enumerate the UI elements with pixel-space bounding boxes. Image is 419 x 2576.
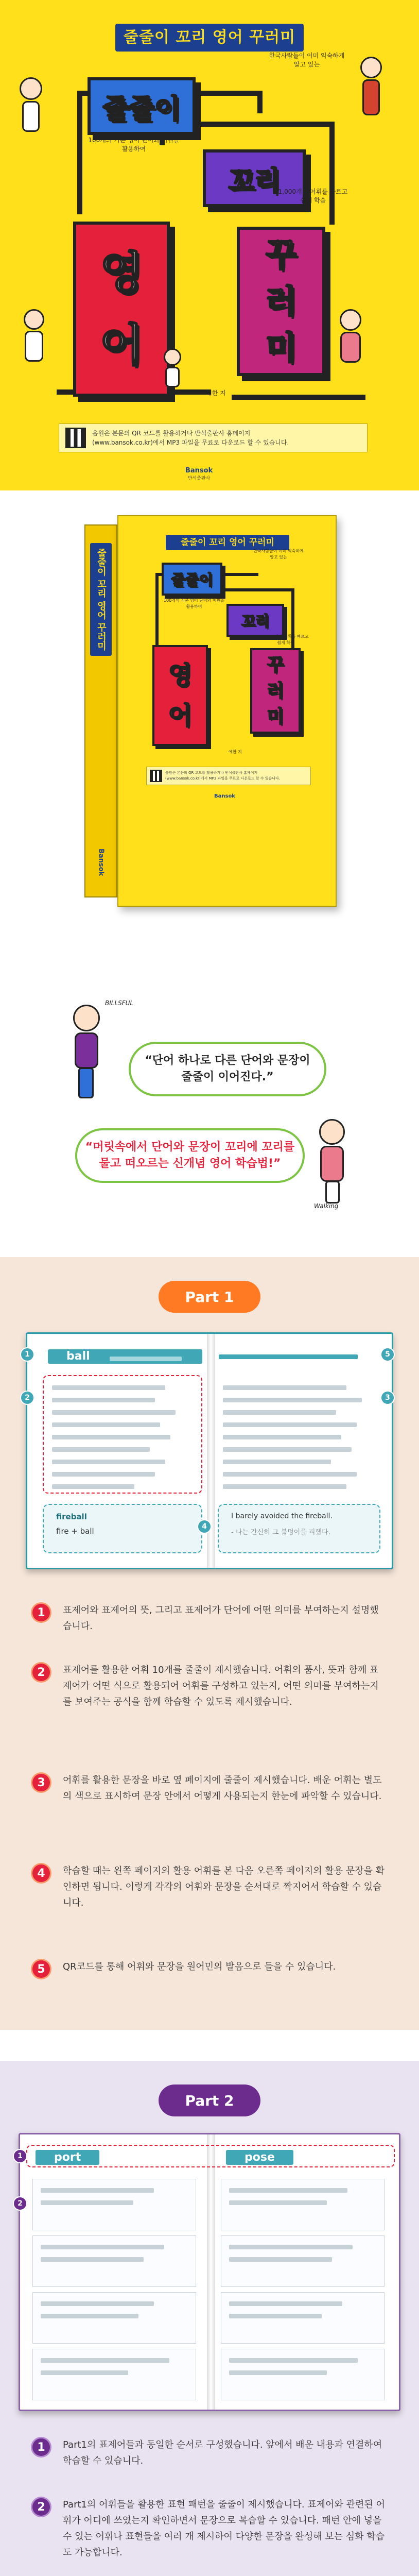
item-number-badge: 2 [31,1662,51,1683]
connector-line [77,91,82,214]
tile-kkori: 꼬리 [226,604,284,637]
tile-jul-jul-i: 줄줄이 [88,77,196,135]
cover-artwork [0,0,419,490]
cover-note-left: 100개의 기본 영어 단어와 어원을 활용하여 [88,137,180,152]
character-label: Walking [314,1202,339,1210]
cover-note-top: 한국사람들이 이미 익숙하게 알고 있는 [269,52,345,68]
tile-yeong-eo: 영 어 [152,645,208,746]
item-number-badge: 3 [31,1772,51,1793]
item-text: Part1의 어휘들을 활용한 표현 패턴을 줄줄이 제시했습니다. 표제어와 관련된 어휘가 어디에 쓰였는지 확인하면서 문장으로 복습할 수 있습니다. 패턴 안에 넣을 수 있는 어휘나 표현들을 여러 개 제시하여 다양한 문장을 완성해 보는 심화 학습도 가능합니다. [63,2499,385,2558]
qr-code-icon [150,770,162,782]
item-text: Part1의 표제어들과 동일한 순서로 구성했습니다. 앞에서 배운 내용과 연결하여 학습할 수 있습니다. [63,2439,382,2466]
book-front-cover [117,515,337,907]
book-note-top: 한국사람들이 이미 익숙하게 알고 있는 [253,549,304,560]
book-info-box [146,767,311,785]
item-number-badge: 2 [31,2497,51,2517]
tile-jul-jul-i: 줄줄이 [162,563,222,596]
sample-word: fireball [56,1512,87,1521]
connector-line [329,122,335,225]
speech-bubble-2: “머릿속에서 단어와 문장이 꼬리에 꼬리를 물고 떠오르는 신개념 영어 학습법!” [75,1128,305,1183]
cover-info-text: 음원은 본문의 QR 코드를 활용하거나 반석출판사 홈페이지 (www.bansok.co.kr)에서 MP3 파일을 무료로 다운로드 할 수 있습니다. [92,430,289,446]
marker-3: 3 [380,1391,395,1405]
sample-sentence: I barely avoided the fireball. [231,1512,333,1520]
word-left: port [36,2150,99,2165]
book-note-left: 100개의 기본 영어 단어와 어원을 활용하여 [163,598,225,609]
item-text: 어휘를 활용한 문장을 바로 옆 페이지에 줄줄이 제시했습니다. 배운 어휘는 별도의 색으로 표시하여 문장 안에서 어떻게 사용되는지 한눈에 파악할 수 있습니다. [63,1775,382,1802]
item-number-badge: 4 [31,1863,51,1884]
item-number-badge: 5 [31,1959,51,1979]
cover-title-ribbon: 줄줄이 꼬리 영어 꾸러미 [115,24,304,52]
marker-5: 5 [380,1347,395,1362]
part1-item [31,1662,386,1710]
walking-girl-illustration [309,1119,345,1204]
item-text: 학습할 때는 왼쪽 페이지의 활용 어휘를 본 다음 오른쪽 페이지의 활용 문장을 확인하면 됩니다. 이렇게 각각의 어휘와 문장을 순서대로 짝지어서 학습할 수 있습니다. [63,1866,385,1908]
headword-bar: ball [48,1349,202,1364]
item-text: 표제어를 활용한 어휘 10개를 줄줄이 제시했습니다. 어휘의 품사, 뜻과 함께 표제어가 어떤 식으로 활용되어 어휘를 구성하고 있는지, 어떤 의미를 부여하는지를 보여주는 공식을 함께 학습할 수 있도록 제시했습니다. [63,1665,379,1707]
sample-formula: fire + ball [56,1527,94,1536]
part1-item [31,1863,386,1911]
book-gutter [207,1334,215,1568]
part1-item [31,1772,386,1804]
item-number-badge: 1 [31,2437,51,2458]
book-info-text: 음원은 본문의 QR 코드를 활용하거나 반석출판사 홈페이지 (www.bansok.co.kr)에서 MP3 파일을 무료로 다운로드 할 수 있습니다. [165,771,280,781]
part1-item [31,1602,386,1634]
book-ribbon: 줄줄이 꼬리 영어 꾸러미 [166,535,289,550]
sample-translation: - 나는 간신히 그 불덩이를 피했다. [231,1529,330,1536]
publisher-logo: Bansok 반석출판사 [185,467,213,481]
book-note-right: 1,000개의 어휘를 빠르고 쉽게 학습 [263,634,309,645]
person-illustration [164,348,181,387]
part1-sample-spread [26,1332,393,1569]
speech-bubble-1: “단어 하나로 다른 단어와 문장이 줄줄이 이어진다.” [129,1042,326,1096]
cover-note-right: 1,000개의 어휘를 빠르고 쉽게 학습 [278,188,348,204]
tile-yeong-eo: 영 어 [73,222,170,397]
connector-line [232,395,365,400]
spine-publisher: Bansok [97,848,105,876]
part2-item [31,2497,386,2561]
book-gutter [207,2134,215,2410]
book-author: 예한 지 [229,750,242,754]
character-label: BILLSFUL [105,999,134,1007]
tile-kku-reo-mi: 꾸 러 미 [250,648,301,734]
tile-kkori: 꼬리 [203,149,306,207]
person-illustration [24,309,44,362]
book-spine [84,524,117,897]
qr-code-icon [65,428,86,448]
part1-pill: Part 1 [159,1281,260,1313]
cheering-boy-illustration [62,1005,100,1098]
part2-pill: Part 2 [159,2084,260,2116]
person-illustration [20,77,42,132]
marker-1: 1 [13,2149,27,2163]
connector-line [257,91,263,113]
part2-sample-spread [19,2133,400,2411]
marker-4: 4 [197,1519,212,1534]
item-text: 표제어와 표제어의 뜻, 그리고 표제어가 단어에 어떤 의미를 부여하는지 설명했습니다. [63,1605,379,1632]
person-illustration [340,309,361,363]
item-number-badge: 1 [31,1602,51,1623]
marker-1: 1 [20,1347,34,1362]
person-illustration [360,57,382,115]
book-publisher: Bansok [214,793,235,799]
cover-info-box [59,423,368,452]
cover-author: 예한 지 [206,389,226,397]
marker-2: 2 [20,1391,34,1405]
part1-item [31,1959,386,1979]
tile-kku-reo-mi: 꾸 러 미 [237,227,325,376]
word-right: pose [226,2150,293,2165]
part2-item [31,2437,386,2469]
marker-2: 2 [13,2196,27,2211]
item-text: QR코드를 통해 어휘와 문장을 원어민의 발음으로 들을 수 있습니다. [63,1961,336,1972]
spine-title: 줄줄이 꼬리 영어 꾸러미 [90,543,112,656]
